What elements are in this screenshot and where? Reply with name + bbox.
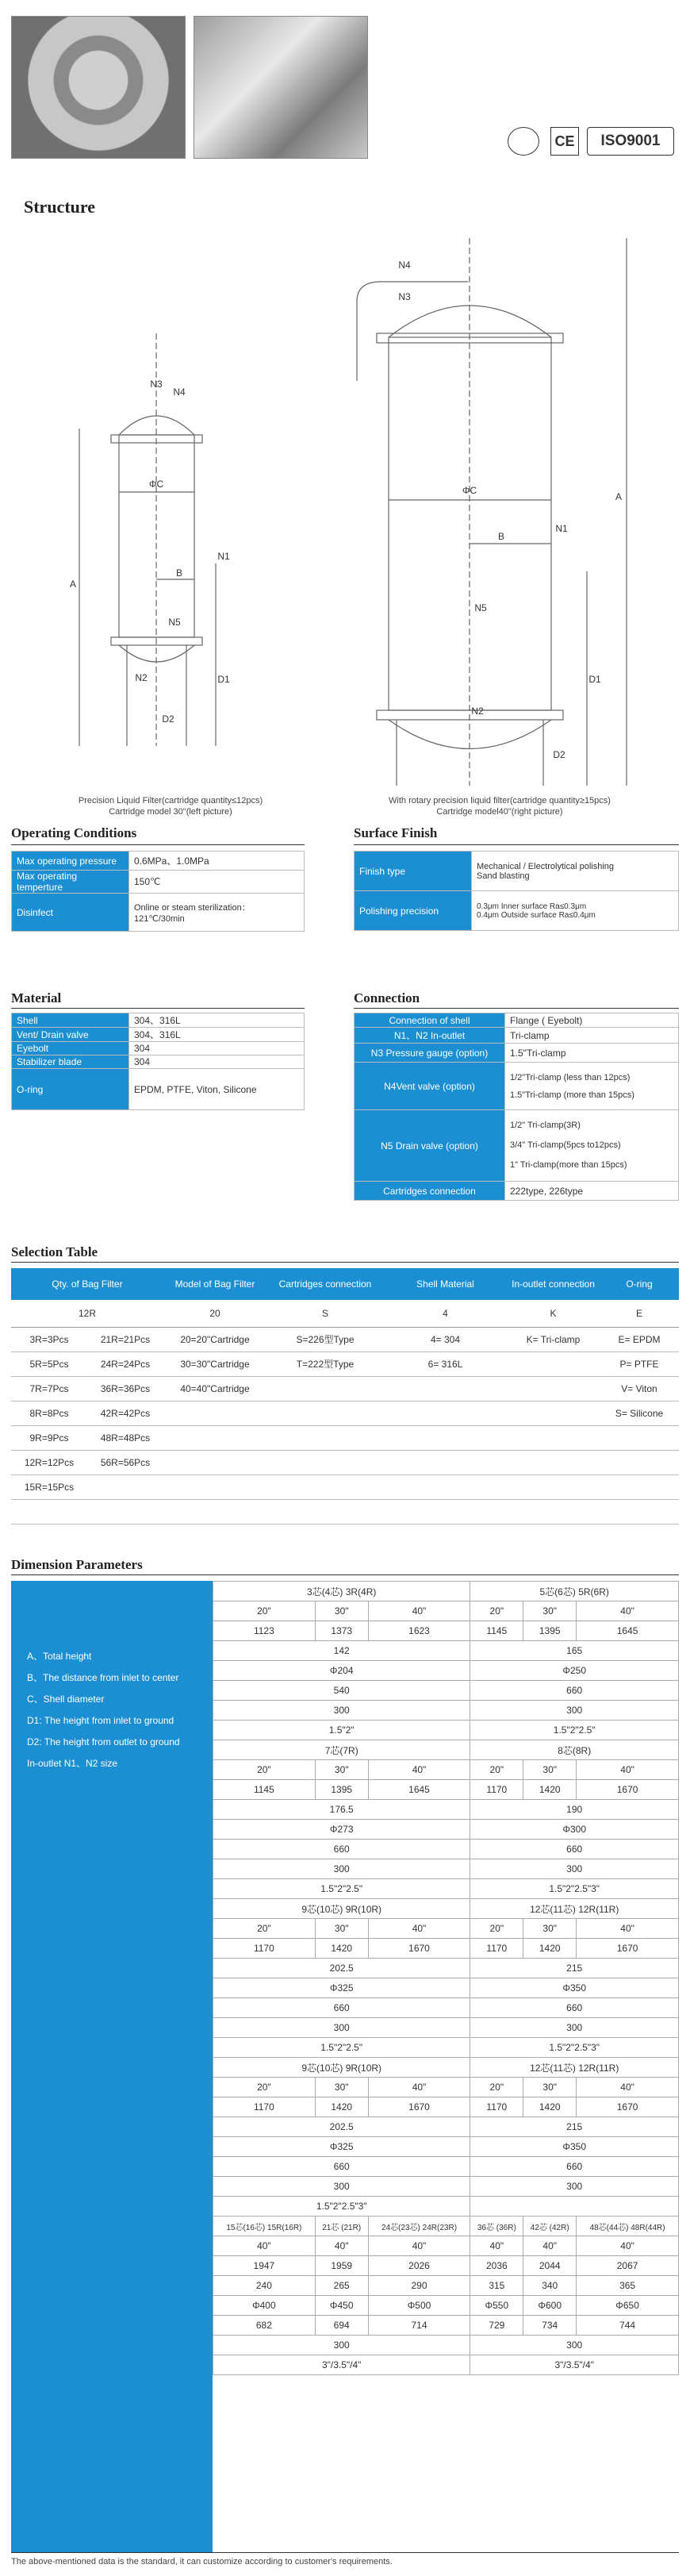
table-row: 9R=9Pcs 48R=48Pcs bbox=[11, 1425, 679, 1450]
table-row: O-ring EPDM, PTFE, Viton, Silicone bbox=[12, 1069, 305, 1110]
table-row: 540 660 bbox=[213, 1681, 679, 1701]
left-caption: Precision Liquid Filter(cartridge quantity≤12pcs) Cartridge model 30"(left picture) bbox=[78, 796, 263, 817]
rohs-icon bbox=[508, 127, 539, 156]
table-row: 7R=7Pcs 36R=36Pcs 40=40"Cartridge V= Viton bbox=[11, 1376, 679, 1401]
cert-logos bbox=[508, 125, 682, 157]
svg-text:B: B bbox=[497, 531, 505, 542]
svg-text:N1: N1 bbox=[217, 551, 230, 562]
table-row: 12R=12Pcs 56R=56Pcs bbox=[11, 1450, 679, 1474]
table-row: 7芯(7R) 8芯(8R) bbox=[213, 1740, 679, 1760]
table-row: 300 300 bbox=[213, 2177, 679, 2197]
svg-text:N1: N1 bbox=[555, 523, 568, 534]
table-row: 660 660 bbox=[213, 1998, 679, 2018]
table-row: 40" 40" 40" 40" 40" 40" bbox=[213, 2236, 679, 2256]
dim-row-label: B、The distance from inlet to center bbox=[27, 1672, 179, 1683]
table-row: 202.5 215 bbox=[213, 2117, 679, 2137]
structure-title: Structure bbox=[24, 197, 96, 217]
table-row: 240 265 290 315 340 365 bbox=[213, 2276, 679, 2296]
table-row: Φ400 Φ450 Φ500 Φ550 Φ600 Φ650 bbox=[213, 2296, 679, 2316]
right-caption: With rotary precision liquid filter(cartridge quantity≥15pcs) Cartridge model40"(right picture) bbox=[389, 796, 611, 817]
table-row: Vent/ Drain valve 304、316L bbox=[12, 1028, 305, 1042]
table-row: Max operating pressure 0.6MPa、1.0MPa bbox=[12, 852, 305, 871]
material-title: Material bbox=[11, 990, 62, 1005]
table-row: Max operating temperture 150℃ bbox=[12, 871, 305, 894]
table-row: Finish type Mechanical / Electrolytical polishing Sand blasting bbox=[355, 852, 679, 891]
svg-text:N5: N5 bbox=[168, 617, 181, 628]
table-row: 142 165 bbox=[213, 1641, 679, 1661]
table-row: Stabilizer blade 304 bbox=[12, 1055, 305, 1069]
dim-row-label: A、Total height bbox=[27, 1651, 92, 1662]
table-row: Φ325 Φ350 bbox=[213, 1978, 679, 1998]
operating-title: Operating Conditions bbox=[11, 825, 137, 840]
svg-text:N2: N2 bbox=[471, 706, 484, 717]
table-row: N1、N2 In-outlet Tri-clamp bbox=[355, 1028, 679, 1044]
table-row: 1.5"2" 1.5"2"2.5" bbox=[213, 1721, 679, 1740]
table-row: N5 Drain valve (option) 1/2" Tri-clamp(3R) 3/4" Tri-clamp(5pcs to12pcs) 1" Tri-clamp(more than 15pcs) bbox=[355, 1110, 679, 1182]
svg-text:N4: N4 bbox=[173, 386, 186, 398]
svg-text:D2: D2 bbox=[162, 713, 174, 725]
table-row: 9芯(10芯) 9R(10R) 12芯(11芯) 12R(11R) bbox=[213, 1899, 679, 1919]
table-row: 15R=15Pcs bbox=[11, 1474, 679, 1499]
operating-table bbox=[11, 851, 305, 932]
table-row: 5R=5Pcs 24R=24Pcs 30=30"Cartridge T=222型Type 6= 316L P= PTFE bbox=[11, 1351, 679, 1376]
table-row: 8R=8Pcs 42R=42Pcs S= Silicone bbox=[11, 1401, 679, 1425]
table-row: 300 300 bbox=[213, 2336, 679, 2355]
table-row: 1145 1395 1645 1170 1420 1670 bbox=[213, 1780, 679, 1800]
svg-text:D2: D2 bbox=[553, 749, 565, 760]
table-row: 3R=3Pcs 21R=21Pcs 20=20"Cartridge S=226型Type 4= 304 K= Tri-clamp E= EPDM bbox=[11, 1327, 679, 1351]
table-row: 20" 30" 40" 20" 30" 40" bbox=[213, 1919, 679, 1939]
svg-text:N3: N3 bbox=[398, 291, 411, 302]
table-row: 202.5 215 bbox=[213, 1959, 679, 1978]
table-row: Φ273 Φ300 bbox=[213, 1820, 679, 1840]
surface-table bbox=[354, 851, 679, 931]
material-table bbox=[11, 1013, 305, 1110]
table-row: N3 Pressure gauge (option) 1.5"Tri-clamp bbox=[355, 1044, 679, 1063]
svg-text:A: A bbox=[69, 579, 77, 590]
table-row: 12R 20 S 4 K E bbox=[11, 1300, 679, 1327]
iso-badge: ISO9001 bbox=[587, 127, 674, 156]
table-row: 300 300 bbox=[213, 1859, 679, 1879]
table-row: 15芯(16芯) 15R(16R) 21芯 (21R) 24芯(23芯) 24R(23R) 36芯 (36R) 42芯 (42R) 48芯(44芯) 48R(44R) bbox=[213, 2217, 679, 2236]
photo-side-view bbox=[194, 16, 368, 159]
table-row: 20" 30" 40" 20" 30" 40" bbox=[213, 1760, 679, 1780]
table-row: 9芯(10芯) 9R(10R) 12芯(11芯) 12R(11R) bbox=[213, 2058, 679, 2078]
selection-table bbox=[11, 1268, 679, 1524]
table-row: Shell 304、316L bbox=[12, 1013, 305, 1028]
dimension-title: Dimension Parameters bbox=[11, 1557, 143, 1572]
svg-text:ΦC: ΦC bbox=[462, 485, 477, 496]
table-row: Φ325 Φ350 bbox=[213, 2137, 679, 2157]
svg-text:B: B bbox=[175, 567, 183, 579]
table-row: 660 660 bbox=[213, 1840, 679, 1859]
table-row: 300 300 bbox=[213, 2018, 679, 2038]
footnote: The above-mentioned data is the standard, it can customize according to customer's requirements. bbox=[11, 2557, 393, 2566]
table-row: 1947 1959 2026 2036 2044 2067 bbox=[213, 2256, 679, 2276]
dim-row-label: D1: The height from inlet to ground bbox=[27, 1715, 174, 1726]
dim-row-label: D2: The height from outlet to ground bbox=[27, 1736, 180, 1747]
dim-row-label: In-outlet N1、N2 size bbox=[27, 1758, 118, 1769]
table-row: 3芯(4芯) 3R(4R) 5芯(6芯) 5R(6R) bbox=[213, 1582, 679, 1601]
table-row: 3"/3.5"/4" 3"/3.5"/4" bbox=[213, 2355, 679, 2375]
table-row bbox=[11, 1499, 679, 1524]
photo-top-view bbox=[11, 16, 186, 159]
svg-text:N4: N4 bbox=[398, 260, 411, 271]
table-row: N4Vent valve (option) 1/2"Tri-clamp (less than 12pcs) 1.5"Tri-clamp (more than 15pcs) bbox=[355, 1063, 679, 1110]
svg-text:N3: N3 bbox=[150, 379, 163, 390]
table-row: Cartridges connection 222type, 226type bbox=[355, 1182, 679, 1201]
svg-text:N2: N2 bbox=[135, 672, 148, 683]
table-row: Connection of shell Flange ( Eyebolt) bbox=[355, 1013, 679, 1028]
table-row: 1.5"2"2.5" 1.5"2"2.5"3" bbox=[213, 2038, 679, 2058]
table-row: Polishing precision 0.3μm Inner surface Ra≤0.3μm 0.4μm Outside surface Ra≤0.4μm bbox=[355, 891, 679, 931]
svg-text:D1: D1 bbox=[588, 674, 601, 685]
ce-icon: CE bbox=[550, 127, 579, 156]
table-row: 1170 1420 1670 1170 1420 1670 bbox=[213, 1939, 679, 1959]
connection-table bbox=[354, 1013, 679, 1201]
structure-diagram bbox=[0, 238, 690, 794]
dim-row-label: C、Shell diameter bbox=[27, 1694, 105, 1705]
table-row: 1170 1420 1670 1170 1420 1670 bbox=[213, 2097, 679, 2117]
table-row: 1123 1373 1623 1145 1395 1645 bbox=[213, 1621, 679, 1641]
connection-title: Connection bbox=[354, 990, 420, 1005]
table-row: Φ204 Φ250 bbox=[213, 1661, 679, 1681]
surface-title: Surface Finish bbox=[354, 825, 438, 840]
table-row: 20" 30" 40" 20" 30" 40" bbox=[213, 1601, 679, 1621]
table-row: 20" 30" 40" 20" 30" 40" bbox=[213, 2078, 679, 2097]
table-row: 176.5 190 bbox=[213, 1800, 679, 1820]
svg-text:ΦC: ΦC bbox=[148, 479, 164, 490]
table-row: 1.5"2"2.5"3" bbox=[213, 2197, 679, 2217]
table-row: 1.5"2"2.5" 1.5"2"2.5"3" bbox=[213, 1879, 679, 1899]
svg-text:D1: D1 bbox=[217, 674, 230, 685]
table-row: Qty. of Bag Filter Model of Bag Filter Cartridges connection Shell Material In-outlet connection O-ring bbox=[11, 1268, 679, 1300]
svg-text:A: A bbox=[615, 491, 623, 502]
svg-text:N5: N5 bbox=[474, 602, 487, 613]
table-row: 660 660 bbox=[213, 2157, 679, 2177]
selection-title: Selection Table bbox=[11, 1244, 98, 1259]
table-row: 682 694 714 729 734 744 bbox=[213, 2316, 679, 2336]
table-row: 300 300 bbox=[213, 1701, 679, 1721]
table-row: Eyebolt 304 bbox=[12, 1042, 305, 1055]
table-row: Disinfect Online or steam sterilization： 121℃/30min bbox=[12, 894, 305, 932]
